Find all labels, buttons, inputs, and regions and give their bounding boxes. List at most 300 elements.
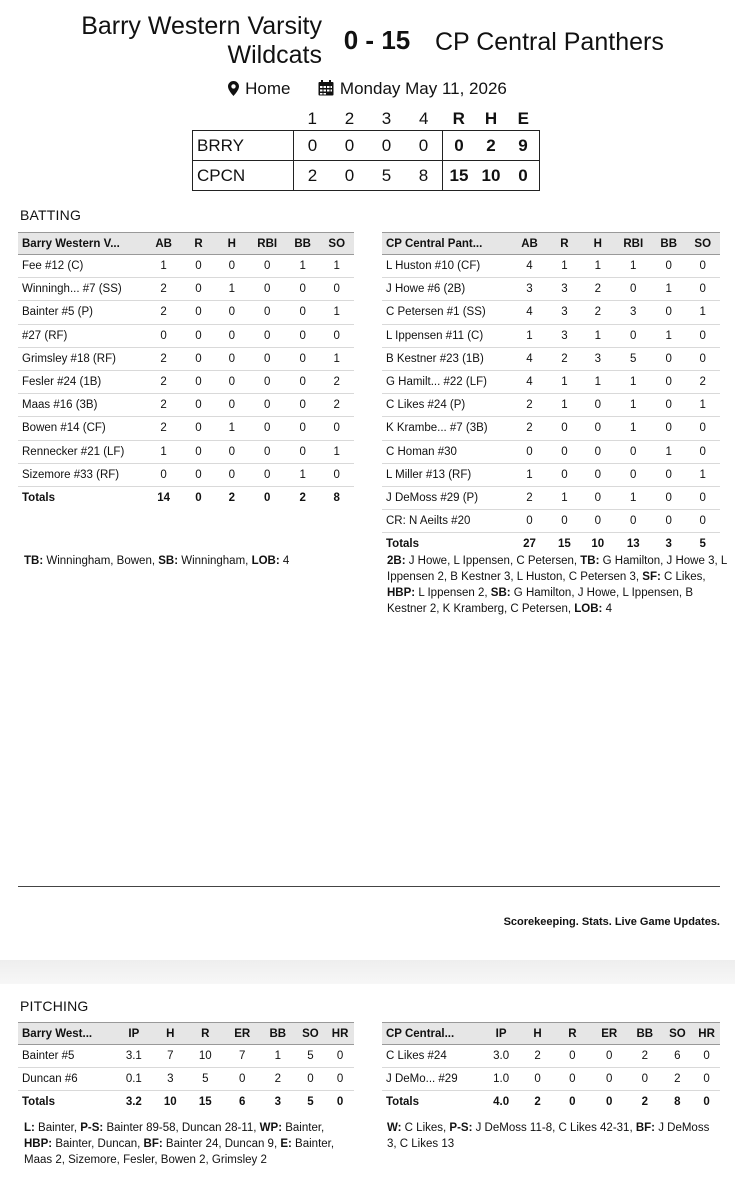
stat-cell: 0 [685,324,720,347]
player-name: Grimsley #18 (RF) [18,347,145,370]
stat-cell: 0 [511,510,547,533]
inning-header: 4 [419,109,429,128]
stat-column-header: SO [662,1023,694,1045]
section-separator [0,960,735,984]
stat-column-header: BB [261,1023,295,1045]
stat-cell: 0 [581,463,614,486]
errors-total: 9 [507,131,540,161]
note-label: SF: [642,571,661,583]
inning-score: 0 [331,131,368,161]
player-row [382,347,720,370]
stat-column-header: RBI [615,233,652,255]
stat-column-header: IP [481,1023,520,1045]
stat-cell: 8 [333,491,340,504]
inning-header: 1 [307,109,317,128]
stat-cell: 2 [228,491,235,504]
stat-cell: 7 [154,1045,188,1068]
stat-cell: 5 [307,1096,314,1109]
stat-cell: 5 [699,538,706,551]
player-row [382,394,720,417]
stat-cell: 0 [685,278,720,301]
inning-score: 2 [294,161,332,191]
stat-cell: 0 [286,370,320,393]
stat-cell: 0 [182,417,215,440]
note-label: LOB: [251,555,280,567]
player-row [18,278,354,301]
stat-cell: 15 [198,1096,212,1109]
note-label: W: [387,1122,402,1134]
stat-cell: 2 [145,301,181,324]
stat-cell: 1 [215,278,248,301]
stat-cell: 0 [286,394,320,417]
stat-cell: 0 [182,324,215,347]
stat-cell: 0 [615,278,652,301]
stat-cell: 2 [641,1096,648,1109]
stat-cell: 0 [685,417,720,440]
stat-cell: 0.1 [114,1068,153,1091]
player-name: Bowen #14 (CF) [18,417,145,440]
stat-cell: 10 [591,538,605,551]
note-label: WP: [259,1122,283,1134]
note-label: E: [280,1138,292,1150]
stat-cell: 1 [581,255,614,278]
player-row [18,1045,354,1068]
stat-cell: 2 [581,301,614,324]
stat-cell: 3 [274,1096,281,1109]
player-row [18,347,354,370]
stat-cell: 0 [685,510,720,533]
calendar-icon [318,80,334,101]
player-name: C Likes #24 [382,1045,481,1068]
stat-cell: 0 [652,394,686,417]
note-label: L: [24,1122,35,1134]
stat-cell: 0 [286,347,320,370]
away-pitching-table [382,1022,720,1114]
inning-score: 0 [368,131,405,161]
stat-cell: 1 [685,394,720,417]
stat-cell: 27 [523,538,536,551]
stat-cell: 1 [319,301,354,324]
stat-cell: 1 [581,324,614,347]
stat-cell: 0 [248,417,286,440]
totals-row [382,1091,720,1114]
stat-cell: 3 [548,324,581,347]
totals-label: Totals [22,491,56,504]
hits-total: 2 [475,131,507,161]
player-row [382,440,720,463]
note-text: 4 [602,603,612,615]
stat-cell: 2 [145,370,181,393]
stat-cell: 2 [511,417,547,440]
player-name: Bainter #5 (P) [18,301,145,324]
stat-cell: 1.0 [481,1068,520,1091]
player-name: Maas #16 (3B) [18,394,145,417]
stat-cell: 1 [685,463,720,486]
player-row [382,278,720,301]
stat-cell: 0 [652,510,686,533]
player-row [18,1068,354,1091]
player-row [382,463,720,486]
note-label: TB: [24,555,44,567]
pitching-section-title: PITCHING [20,998,89,1014]
player-name: Sizemore #33 (RF) [18,463,145,486]
stat-cell: 1 [548,255,581,278]
note-label: P-S: [80,1122,104,1134]
player-name: CR: N Aeilts #20 [382,510,511,533]
stat-cell: 0 [703,1096,710,1109]
stat-cell: 10 [163,1096,177,1109]
stat-column-header: BB [286,233,320,255]
stat-cell: 0 [182,440,215,463]
team-column-header: CP Central... [382,1023,481,1045]
player-name: J DeMo... #29 [382,1068,481,1091]
stat-column-header: RBI [248,233,286,255]
inning-header: 3 [381,109,392,128]
stat-column-header: AB [511,233,547,255]
player-name: L Huston #10 (CF) [382,255,511,278]
hits-header: H [484,109,498,128]
location-label: Home [245,79,291,98]
stat-column-header: SO [319,233,354,255]
hits-total: 10 [475,161,507,191]
linescore-team: BRRY [193,131,294,161]
note-text: G Hamilton, J Howe, L Ippensen, B Kestner 2, K Kramberg, C Petersen, [387,587,693,615]
game-date: Monday May 11, 2026 [339,79,507,98]
stat-column-header: H [154,1023,188,1045]
player-name: Rennecker #21 (LF) [18,440,145,463]
stat-cell: 0 [182,301,215,324]
stat-cell: 0 [548,510,581,533]
stat-cell: 0 [685,347,720,370]
stat-cell: 0 [182,370,215,393]
game-header [0,0,735,120]
player-name: Fesler #24 (1B) [18,370,145,393]
away-team-name: CP Central Panthers [435,28,664,56]
stat-cell: 0 [295,1068,327,1091]
note-text: Bainter, [282,1122,325,1134]
stat-cell: 0 [685,440,720,463]
totals-label: Totals [22,1096,56,1109]
runs-total: 0 [443,131,476,161]
stat-cell: 0 [615,440,652,463]
stat-cell: 3.2 [125,1096,142,1109]
runs-total: 15 [443,161,476,191]
stat-cell: 15 [558,538,571,551]
player-row [382,1068,720,1091]
home-team-name: Barry Western Varsity Wildcats [81,12,322,69]
stat-cell: 0 [195,491,202,504]
note-label: P-S: [449,1122,473,1134]
note-text: J Howe, L Ippensen, C Petersen, [405,555,581,567]
stat-cell: 2 [548,347,581,370]
stat-cell: 1 [652,324,686,347]
player-row [18,463,354,486]
note-text: Winningham, Bowen, [43,555,159,567]
stat-cell: 2 [511,486,547,509]
stat-cell: 1 [261,1045,295,1068]
stat-cell: 0 [215,463,248,486]
stat-cell: 0 [581,486,614,509]
inning-score: 0 [331,161,368,191]
stat-cell: 0 [286,440,320,463]
stat-cell: 1 [685,301,720,324]
note-label: SB: [158,555,179,567]
note-label: BF: [635,1122,656,1134]
player-row [18,440,354,463]
stat-cell: 0 [685,486,720,509]
stat-cell: 0 [615,510,652,533]
stat-column-header: R [187,1023,223,1045]
stat-cell: 0 [693,1068,720,1091]
stat-cell: 0 [606,1096,613,1109]
stat-cell: 0 [615,324,652,347]
stat-column-header: SO [295,1023,327,1045]
stat-cell: 4 [511,255,547,278]
inning-score: 0 [405,131,443,161]
player-row [382,1045,720,1068]
stat-cell: 0 [215,394,248,417]
player-row [382,486,720,509]
stat-cell: 3.1 [114,1045,153,1068]
player-name: C Homan #30 [382,440,511,463]
stat-cell: 0 [286,417,320,440]
stat-cell: 7 [224,1045,261,1068]
stat-cell: 1 [319,347,354,370]
stat-cell: 0 [591,1068,628,1091]
note-text: 4 [279,555,290,567]
stat-cell: 0 [652,486,686,509]
player-row [382,370,720,393]
stat-cell: 1 [319,255,354,278]
stat-cell: 0 [319,417,354,440]
note-label: HBP: [387,587,416,599]
stat-cell: 0 [182,347,215,370]
stat-cell: 1 [319,440,354,463]
stat-cell: 0 [182,394,215,417]
game-meta [0,79,735,101]
stat-cell: 1 [615,255,652,278]
stat-cell: 0 [248,301,286,324]
away-batting-notes [387,553,735,617]
stat-cell: 0 [685,255,720,278]
player-name: J Howe #6 (2B) [382,278,511,301]
stat-column-header: ER [224,1023,261,1045]
stat-cell: 4 [511,301,547,324]
stat-column-header: AB [145,233,181,255]
stat-cell: 0 [319,278,354,301]
away-batting-table [382,232,720,555]
stat-column-header: ER [591,1023,628,1045]
stat-column-header: R [182,233,215,255]
player-name: L Ippensen #11 (C) [382,324,511,347]
player-row [382,417,720,440]
stat-cell: 0 [581,440,614,463]
note-label: 2B: [387,555,406,567]
player-row [18,394,354,417]
note-text: Bainter 89-58, Duncan 28-11, [103,1122,260,1134]
stat-cell: 0 [652,255,686,278]
inning-score: 0 [294,131,332,161]
stat-cell: 0 [263,491,271,504]
player-row [382,324,720,347]
team-column-header: CP Central Pant... [382,233,511,255]
stat-cell: 2 [145,394,181,417]
stat-cell: 3 [154,1068,188,1091]
stat-cell: 1 [511,463,547,486]
stat-cell: 3 [548,278,581,301]
stat-cell: 0 [652,463,686,486]
stat-cell: 14 [157,491,171,504]
stat-cell: 0 [591,1045,628,1068]
stat-cell: 2 [685,370,720,393]
player-name: Fee #12 (C) [18,255,145,278]
stat-cell: 0 [652,417,686,440]
note-text: Winningham, [178,555,252,567]
stat-cell: 0 [511,440,547,463]
player-name: K Krambe... #7 (3B) [382,417,511,440]
away-pitching-notes [387,1120,717,1152]
note-label: HBP: [24,1138,53,1150]
player-row [18,255,354,278]
stat-cell: 0 [215,347,248,370]
stat-cell: 1 [511,324,547,347]
stat-column-header: H [521,1023,554,1045]
stat-cell: 0 [182,463,215,486]
stat-cell: 3 [548,301,581,324]
stat-cell: 0 [182,255,215,278]
stat-column-header: HR [326,1023,354,1045]
stat-cell: 0 [581,417,614,440]
linescore-row-away [193,161,540,191]
stat-cell: 1 [615,370,652,393]
stat-column-header: R [554,1023,590,1045]
home-pitching-table [18,1022,354,1114]
stat-cell: 0 [693,1045,720,1068]
totals-row [18,486,354,509]
note-text: Bainter, Maas 2, Sizemore, Fesler, Bowen 2, Grimsley 2 [24,1138,335,1166]
stat-cell: 0 [248,394,286,417]
footer-divider [18,886,720,887]
inning-score: 8 [405,161,443,191]
player-name: C Petersen #1 (SS) [382,301,511,324]
stat-cell: 1 [145,255,181,278]
home-batting-notes [24,553,354,569]
stat-cell: 1 [548,486,581,509]
stat-cell: 5 [187,1068,223,1091]
stat-cell: 1 [615,417,652,440]
note-label: LOB: [574,603,603,615]
stat-cell: 0 [548,440,581,463]
stat-cell: 4 [511,370,547,393]
player-name: J DeMoss #29 (P) [382,486,511,509]
inning-score: 5 [368,161,405,191]
stat-cell: 6 [662,1045,694,1068]
stat-cell: 0 [248,324,286,347]
stat-cell: 0 [215,440,248,463]
player-row [382,301,720,324]
player-name: C Likes #24 (P) [382,394,511,417]
stat-column-header: SO [685,233,720,255]
note-text: Bainter, [34,1122,81,1134]
runs-header: R [452,109,465,128]
home-batting-table [18,232,354,509]
stat-cell: 0 [319,324,354,347]
player-row [382,255,720,278]
stat-cell: 0 [652,301,686,324]
player-name: #27 (RF) [18,324,145,347]
player-name: L Miller #13 (RF) [382,463,511,486]
stat-cell: 2 [319,370,354,393]
stat-cell: 3.0 [481,1045,520,1068]
stat-cell: 5 [615,347,652,370]
team-column-header: Barry West... [18,1023,114,1045]
stat-cell: 0 [615,463,652,486]
stat-cell: 3 [511,278,547,301]
stat-cell: 2 [299,491,306,504]
stat-cell: 0 [215,301,248,324]
note-text: Bainter 24, Duncan 9, [162,1138,281,1150]
stat-cell: 1 [652,440,686,463]
footer-tagline: Scorekeeping. Stats. Live Game Updates. [503,916,720,928]
stat-column-header: BB [628,1023,662,1045]
stat-cell: 0 [248,255,286,278]
stat-cell: 2 [319,394,354,417]
player-name: Bainter #5 [18,1045,114,1068]
stat-cell: 0 [581,510,614,533]
stat-cell: 0 [569,1096,576,1109]
stat-cell: 2 [521,1045,554,1068]
note-text: G Hamilton, J Howe 3, L Ippensen 2, B Kestner 3, L Huston, C Petersen 3, [387,555,727,583]
stat-cell: 8 [674,1096,681,1109]
note-label: SB: [490,587,511,599]
stat-cell: 1 [548,370,581,393]
stat-cell: 0 [554,1045,590,1068]
stat-cell: 0 [215,324,248,347]
note-label: BF: [143,1138,163,1150]
stat-cell: 0 [182,278,215,301]
stat-cell: 3 [581,347,614,370]
stat-cell: 10 [187,1045,223,1068]
note-label: TB: [580,555,600,567]
stat-cell: 0 [521,1068,554,1091]
stat-column-header: R [548,233,581,255]
stat-column-header: H [581,233,614,255]
stat-cell: 1 [286,255,320,278]
player-row [18,324,354,347]
stat-column-header: BB [652,233,686,255]
stat-cell: 0 [286,324,320,347]
linescore-team: CPCN [193,161,294,191]
stat-cell: 1 [652,278,686,301]
stat-cell: 0 [628,1068,662,1091]
stat-cell: 0 [145,463,181,486]
stat-cell: 0 [248,440,286,463]
errors-header: E [517,109,529,128]
stat-cell: 0 [326,1045,354,1068]
batting-section-title: BATTING [20,207,82,223]
stat-cell: 1 [548,394,581,417]
stat-cell: 0 [248,463,286,486]
stat-cell: 0 [336,1096,344,1109]
stat-cell: 2 [145,278,181,301]
stat-cell: 4 [511,347,547,370]
totals-label: Totals [386,538,420,551]
home-pitching-notes [24,1120,354,1168]
stat-cell: 1 [615,394,652,417]
stat-cell: 3 [615,301,652,324]
stat-cell: 0 [554,1068,590,1091]
stat-cell: 0 [652,347,686,370]
